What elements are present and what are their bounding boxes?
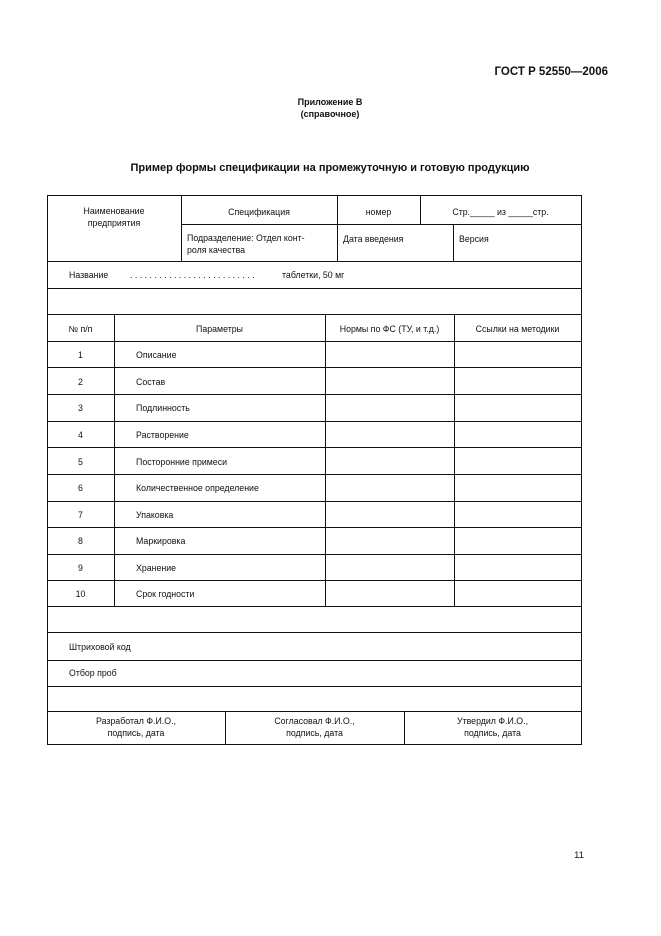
specification-form bbox=[47, 195, 582, 745]
row-number: 10 bbox=[75, 589, 86, 599]
name-dots: . . . . . . . . . . . . . . . . . . . . . . . . . . bbox=[130, 270, 255, 280]
row-number: 9 bbox=[78, 563, 83, 573]
form-title: Пример формы спецификации на промежуточную и готовую продукцию bbox=[130, 162, 530, 174]
row-param: Хранение bbox=[136, 563, 177, 573]
row-number: 8 bbox=[78, 536, 83, 546]
barcode-label: Штриховой код bbox=[69, 642, 131, 652]
approved-sign-date: подпись, дата bbox=[464, 728, 521, 738]
row-param: Маркировка bbox=[136, 536, 186, 546]
page-label: Стр._____ из _____стр. bbox=[452, 207, 549, 217]
row-param: Упаковка bbox=[136, 510, 174, 520]
appendix-note: (справочное) bbox=[300, 109, 360, 119]
col-norms-header: Нормы по ФС (ТУ, и т.д.) bbox=[339, 324, 440, 334]
row-number: 5 bbox=[78, 457, 83, 467]
agreed-label: Согласовал Ф.И.О., bbox=[274, 716, 355, 726]
agreed-sign-date: подпись, дата bbox=[286, 728, 343, 738]
row-number: 1 bbox=[78, 350, 83, 360]
intro-date-label: Дата введения bbox=[343, 234, 404, 244]
row-param: Подлинность bbox=[136, 403, 190, 413]
version-label: Версия bbox=[459, 234, 489, 244]
row-param: Посторонние примеси bbox=[136, 457, 228, 467]
division-label: Подразделение: Отдел конт- bbox=[187, 233, 305, 243]
developed-label: Разработал Ф.И.О., bbox=[96, 716, 176, 726]
spec-label: Спецификация bbox=[228, 207, 290, 217]
row-param: Срок годности bbox=[136, 589, 195, 599]
row-number: 6 bbox=[78, 483, 83, 493]
row-param: Количественное определение bbox=[136, 483, 259, 493]
row-param: Состав bbox=[136, 377, 166, 387]
name-value: таблетки, 50 мг bbox=[282, 270, 345, 280]
col-params-header: Параметры bbox=[196, 324, 243, 334]
name-label: Название bbox=[69, 270, 109, 280]
row-number: 7 bbox=[78, 510, 83, 520]
sampling-label: Отбор проб bbox=[69, 668, 117, 678]
row-number: 3 bbox=[78, 403, 83, 413]
standard-number: ГОСТ Р 52550—2006 bbox=[494, 66, 608, 78]
page-number: 11 bbox=[574, 850, 584, 861]
org-label: Наименование bbox=[83, 206, 145, 216]
division-label-2: роля качества bbox=[187, 245, 246, 255]
col-num-header: № п/п bbox=[68, 324, 93, 334]
approved-label: Утвердил Ф.И.О., bbox=[456, 716, 529, 726]
row-param: Растворение bbox=[136, 430, 189, 440]
org-label-2: предприятия bbox=[87, 218, 141, 228]
row-param: Описание bbox=[136, 350, 177, 360]
number-label: номер bbox=[365, 207, 392, 217]
developed-sign-date: подпись, дата bbox=[107, 728, 165, 738]
appendix-title: Приложение В bbox=[297, 97, 363, 107]
row-number: 4 bbox=[78, 430, 83, 440]
col-methods-header: Ссылки на методики bbox=[475, 324, 560, 334]
row-number: 2 bbox=[78, 377, 83, 387]
